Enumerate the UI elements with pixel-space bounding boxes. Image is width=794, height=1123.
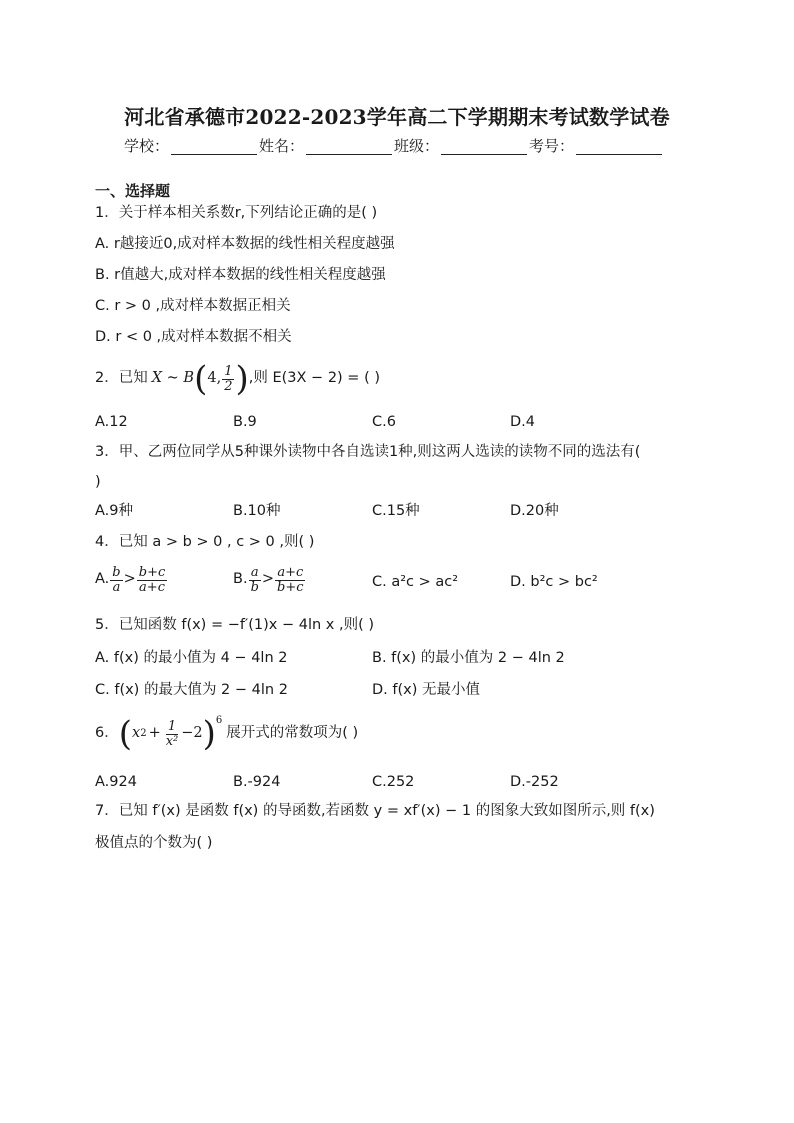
question-2-option-d: D.4 xyxy=(510,414,535,430)
section-heading: 一、选择题 xyxy=(95,182,171,200)
student-info-row xyxy=(124,135,684,156)
question-2-option-a: A.12 xyxy=(95,414,128,430)
question-3-stem-line2: ) xyxy=(95,474,101,490)
q4-b-frac1 xyxy=(249,566,261,594)
question-6-stem xyxy=(95,714,359,754)
question-4-option-a xyxy=(95,566,168,594)
number-blank xyxy=(576,140,662,155)
name-label: 姓名： xyxy=(259,137,305,155)
question-1-option-c: C. r > 0 ,成对样本数据正相关 xyxy=(95,298,291,314)
q6-minus-two: −2 xyxy=(181,725,203,742)
question-7-stem-line2: 极值点的个数为( ) xyxy=(95,835,213,851)
question-3-stem-line1: 3．甲、乙两位同学从5种课外读物中各自选读1种,则这两人选读的读物不同的选法有( xyxy=(95,444,641,460)
q4-a-label: A. xyxy=(95,571,110,588)
question-3-option-b: B.10种 xyxy=(233,503,281,519)
class-blank xyxy=(441,140,527,155)
q6-prefix: 6． xyxy=(95,725,119,742)
question-3-option-d: D.20种 xyxy=(510,503,559,519)
school-blank xyxy=(171,140,257,155)
q2-expr-left: X ~ B xyxy=(151,370,195,387)
q4-b-frac2 xyxy=(275,566,306,594)
q4-a-frac2-num: b+c xyxy=(138,565,166,580)
question-2-option-b: B.9 xyxy=(233,414,257,430)
question-3-option-c: C.15种 xyxy=(372,503,420,519)
q4-b-frac1-num: a xyxy=(250,565,259,580)
class-label: 班级： xyxy=(394,137,440,155)
q6-left-paren: ( xyxy=(118,714,132,754)
question-7-stem-line1: 7．已知 f′(x) 是函数 f(x) 的导函数,若函数 y = xf′(x) − 1 的图象大致如图所示,则 f(x) xyxy=(95,803,655,819)
q6-plus: + xyxy=(148,725,161,742)
q6-fraction xyxy=(164,720,181,748)
q2-half-fraction xyxy=(222,365,234,393)
page-title: 河北省承德市2022-2023学年高二下学期期末考试数学试卷 xyxy=(124,105,670,129)
q6-right-paren: ) xyxy=(202,714,216,754)
school-label: 学校： xyxy=(124,137,170,155)
q4-b-frac1-den: b xyxy=(250,579,259,595)
question-5-option-c: C. f(x) 的最大值为 2 − 4ln 2 xyxy=(95,682,288,698)
q6-power: 6 xyxy=(215,715,223,726)
q2-left-paren: ( xyxy=(194,359,208,399)
q2-tail: ,则 E(3X − 2) = ( ) xyxy=(248,370,380,387)
q4-a-frac2-den: a+c xyxy=(139,579,165,595)
question-4-option-c: C. a²c > ac² xyxy=(372,574,459,590)
question-6-option-c: C.252 xyxy=(372,774,415,790)
q4-a-frac1 xyxy=(110,566,122,594)
q6-frac-den: x² xyxy=(165,733,179,749)
question-5-stem: 5．已知函数 f(x) = −f′(1)x − 4ln x ,则( ) xyxy=(95,617,375,633)
q2-prefix: 2．已知 xyxy=(95,370,148,387)
question-5-option-a: A. f(x) 的最小值为 4 − 4ln 2 xyxy=(95,650,288,666)
q2-half-den: 2 xyxy=(224,378,233,394)
question-5-option-d: D. f(x) 无最小值 xyxy=(372,682,480,698)
q4-a-frac1-num: b xyxy=(112,565,121,580)
question-4-option-d: D. b²c > bc² xyxy=(510,574,598,590)
q4-b-frac2-den: b+c xyxy=(277,579,304,595)
question-3-option-a: A.9种 xyxy=(95,503,133,519)
q6-square: 2 xyxy=(140,728,147,739)
name-blank xyxy=(306,140,392,155)
question-1-option-d: D. r < 0 ,成对样本数据不相关 xyxy=(95,329,292,345)
q2-half-num: 1 xyxy=(224,363,233,379)
q2-four: 4, xyxy=(207,370,222,387)
q6-tail: 展开式的常数项为( ) xyxy=(226,725,359,742)
question-6-option-b: B.-924 xyxy=(233,774,281,790)
q4-b-label: B. xyxy=(233,571,248,588)
number-label: 考号： xyxy=(529,137,575,155)
q4-a-gt: > xyxy=(123,571,136,588)
q4-b-frac2-num: a+c xyxy=(277,565,304,580)
question-6-option-d: D.-252 xyxy=(510,774,559,790)
question-2-option-c: C.6 xyxy=(372,414,396,430)
question-1-stem: 1．关于样本相关系数r,下列结论正确的是( ) xyxy=(95,205,378,221)
q6-x: x xyxy=(132,725,141,742)
q2-right-paren: ) xyxy=(235,359,249,399)
q6-frac-num: 1 xyxy=(167,718,177,734)
question-5-option-b: B. f(x) 的最小值为 2 − 4ln 2 xyxy=(372,650,565,666)
question-1-option-a: A. r越接近0,成对样本数据的线性相关程度越强 xyxy=(95,236,395,252)
question-2-stem xyxy=(95,359,380,399)
q4-a-frac1-den: a xyxy=(112,579,121,595)
question-1-option-b: B. r值越大,成对样本数据的线性相关程度越强 xyxy=(95,267,386,283)
question-6-option-a: A.924 xyxy=(95,774,137,790)
q4-b-gt: > xyxy=(261,571,275,588)
q4-a-frac2 xyxy=(137,566,168,594)
question-4-option-b xyxy=(233,566,307,594)
question-4-stem: 4．已知 a > b > 0 , c > 0 ,则( ) xyxy=(95,534,315,550)
